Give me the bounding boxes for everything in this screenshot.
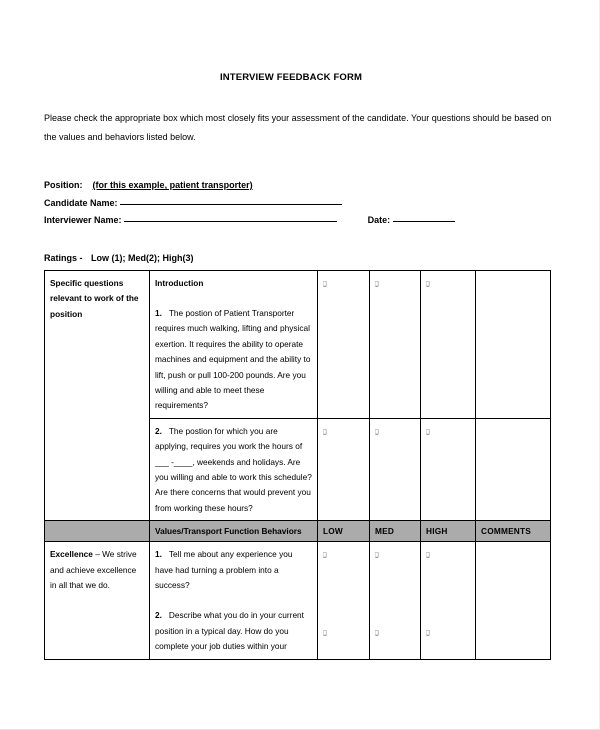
cell-high-q2[interactable]	[421, 418, 476, 520]
form-table-wrapper	[44, 270, 556, 660]
cell-comments-q2[interactable]	[476, 418, 551, 520]
table-row	[45, 542, 551, 659]
date-label: Date:	[367, 215, 391, 225]
question-text: Tell me about any experience you have had turning a problem into a success?	[155, 549, 293, 590]
page-title: INTERVIEW FEEDBACK FORM	[219, 72, 363, 83]
interviewer-name-label: Interviewer Name:	[44, 215, 122, 225]
cell-excellence-left-label	[45, 542, 150, 659]
candidate-name-label: Candidate Name:	[44, 197, 118, 208]
cell-values-left-empty	[45, 521, 150, 542]
cell-med-excellence[interactable]	[370, 542, 421, 659]
cell-introduction-q1	[150, 270, 318, 418]
cell-introduction-q2	[150, 418, 318, 520]
cell-low-q1[interactable]	[318, 270, 370, 418]
question-number: 1.	[155, 307, 162, 318]
excellence-label	[50, 547, 144, 593]
cell-comments-q1[interactable]	[476, 270, 551, 418]
header-low	[318, 521, 370, 542]
interview-feedback-table	[44, 270, 551, 660]
left-header-text: Specific questions relevant to work of the position	[50, 277, 139, 319]
candidate-name-input[interactable]	[120, 195, 342, 205]
excellence-label-bold: Excellence	[50, 549, 93, 560]
cell-high-q1[interactable]	[421, 270, 476, 418]
header-med-label: MED	[375, 526, 395, 537]
ratings-scale: Low (1); Med(2); High(3)	[91, 252, 194, 263]
values-section-header-row	[45, 521, 551, 542]
question-1-excellence	[155, 547, 312, 593]
interviewer-name-input[interactable]	[124, 212, 337, 222]
cell-section-left-label	[45, 270, 150, 521]
checkbox-icon[interactable]: ❑	[426, 628, 429, 637]
checkbox-icon[interactable]: ❑	[375, 551, 378, 560]
question-2-introduction	[155, 424, 312, 516]
cell-med-q2[interactable]	[370, 418, 421, 520]
checkbox-icon[interactable]: ❑	[426, 427, 429, 436]
cell-values-section-title	[150, 521, 318, 542]
cell-comments-excellence[interactable]	[476, 542, 551, 659]
checkbox-icon[interactable]: ❑	[375, 279, 378, 288]
excellence-label-rest: – We strive and achieve excellence in all that we do.	[50, 549, 137, 590]
checkbox-icon[interactable]: ❑	[323, 628, 326, 637]
question-number: 1.	[155, 549, 162, 560]
checkbox-icon[interactable]: ❑	[375, 628, 378, 637]
cell-low-excellence[interactable]	[318, 542, 370, 659]
cell-excellence-questions	[150, 542, 318, 659]
header-high	[421, 521, 476, 542]
spacer	[155, 593, 312, 608]
checkbox-icon[interactable]: ❑	[426, 551, 429, 560]
header-comments-label: COMMENTS	[481, 526, 531, 537]
question-number: 2.	[155, 425, 162, 436]
header-low-label: LOW	[323, 526, 343, 537]
date-input[interactable]	[393, 212, 455, 222]
checkbox-icon[interactable]: ❑	[323, 279, 326, 288]
question-text: The postion for which you are applying, requires you work the hours of ___ -____, weekends and holidays. Are you willing and able to work this schedule? Are there concerns that would prevent you from working these hours?	[155, 425, 312, 513]
checkbox-icon[interactable]: ❑	[323, 551, 326, 560]
date-group	[368, 215, 455, 225]
header-high-label: HIGH	[426, 526, 448, 537]
table-row	[45, 270, 551, 418]
checkbox-icon[interactable]: ❑	[426, 279, 429, 288]
question-text: Describe what you do in your current position in a typical day. How do you complete your job duties within your	[155, 610, 304, 652]
candidate-name-field-row	[44, 195, 556, 213]
position-label: Position:	[44, 180, 83, 190]
ratings-legend	[44, 253, 556, 263]
cell-high-excellence[interactable]	[421, 542, 476, 659]
instructions-paragraph: Please check the appropriate box which most closely fits your assessment of the candidate. Your questions should be based on the values and behaviors listed below.	[44, 113, 552, 142]
section-title-introduction: Introduction	[155, 277, 204, 288]
header-med	[370, 521, 421, 542]
cell-med-q1[interactable]	[370, 270, 421, 418]
document-content	[44, 72, 556, 660]
checkbox-icon[interactable]: ❑	[323, 427, 326, 436]
spacer	[155, 291, 312, 306]
question-text: The postion of Patient Transporter requires much walking, lifting and physical exertion. It requires the ability to operate machines and equipment and the ability to lift, push or pull 100-200 pounds. Are you willing and able to meet these requirements?	[155, 307, 311, 411]
position-field-row	[44, 177, 556, 195]
header-comments	[476, 521, 551, 542]
checkbox-icon[interactable]: ❑	[375, 427, 378, 436]
interviewer-name-field-row	[44, 212, 556, 230]
question-number: 2.	[155, 610, 162, 621]
position-value[interactable]: (for this example, patient transporter)	[92, 180, 253, 190]
section-title-values: Values/Transport Function Behaviors	[155, 526, 302, 537]
cell-low-q2[interactable]	[318, 418, 370, 520]
ratings-label: Ratings -	[44, 252, 83, 263]
question-1-introduction	[155, 306, 312, 414]
question-2-excellence	[155, 608, 312, 654]
